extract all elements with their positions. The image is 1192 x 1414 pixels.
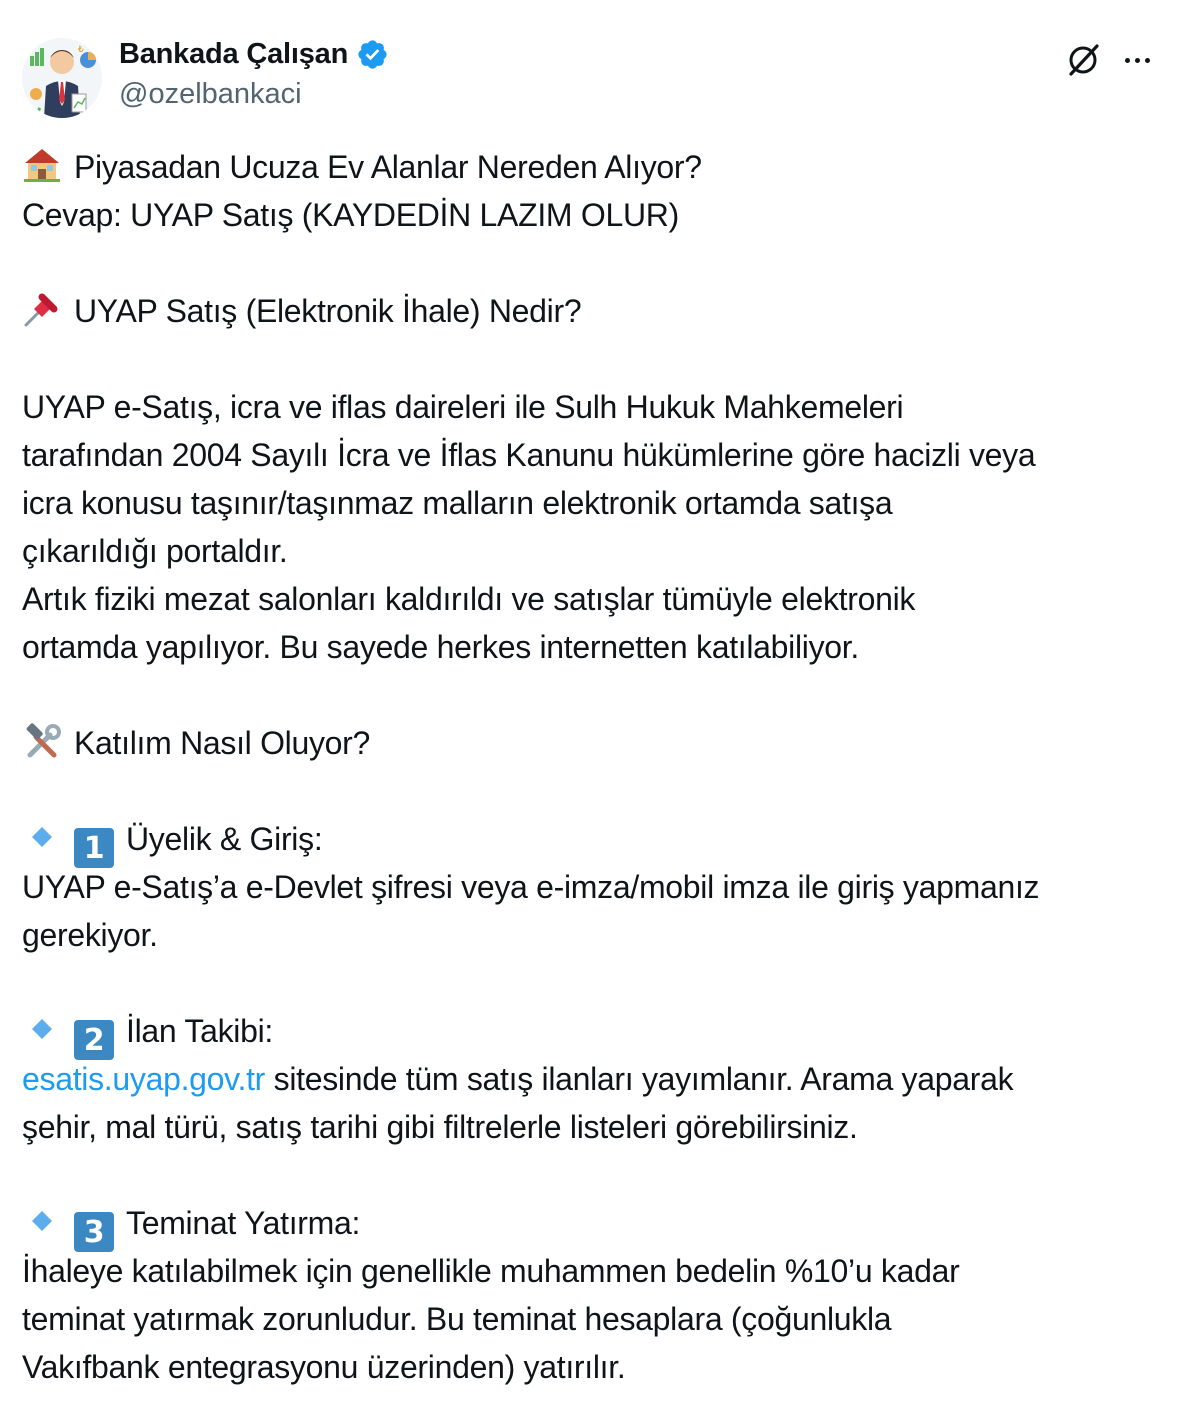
keycap-1-icon: 1	[74, 828, 114, 868]
what-is-heading-line	[22, 287, 1172, 335]
step-2-link-rest: sitesinde tüm satış ilanları yayımlanır. Arama yaparak	[265, 1061, 1014, 1097]
paragraph-line: tarafından 2004 Sayılı İcra ve İflas Kanunu hükümlerine göre hacizli veya	[22, 437, 1036, 473]
step-1-title-line	[22, 815, 1172, 866]
step-2-link-line	[22, 1055, 1172, 1103]
svg-text:₺: ₺	[78, 45, 84, 55]
blue-diamond-icon	[22, 1009, 62, 1049]
author-name-row[interactable]	[119, 38, 389, 71]
post-header	[22, 30, 1172, 120]
step-1-title: Üyelik & Giriş:	[126, 821, 323, 857]
step-3-line: Vakıfbank entegrasyonu üzerinden) yatırılır.	[22, 1349, 626, 1385]
step-3-line: İhaleye katılabilmek için genellikle muhammen bedelin %10’u kadar	[22, 1253, 960, 1289]
more-options-icon[interactable]	[1117, 40, 1157, 80]
house-icon	[22, 145, 62, 185]
step-1-line: gerekiyor.	[22, 917, 158, 953]
how-heading-line	[22, 719, 1172, 767]
esatis-link[interactable]: esatis.uyap.gov.tr	[22, 1061, 266, 1097]
post-text	[22, 143, 1172, 1391]
how-heading: Katılım Nasıl Oluyor?	[74, 725, 371, 761]
grok-icon[interactable]	[1063, 40, 1103, 80]
keycap-3-icon: 3	[74, 1212, 114, 1252]
paragraph-line: Artık fiziki mezat salonları kaldırıldı ve satışlar tümüyle elektronik	[22, 581, 916, 617]
step-2-title: İlan Takibi:	[126, 1013, 274, 1049]
blue-diamond-icon	[22, 817, 62, 857]
post-title: Piyasadan Ucuza Ev Alanlar Nereden Alıyor?	[74, 149, 702, 185]
step-3-title: Teminat Yatırma:	[126, 1205, 361, 1241]
avatar-illustration	[22, 38, 102, 118]
what-is-heading: UYAP Satış (Elektronik İhale) Nedir?	[74, 293, 582, 329]
verified-badge-icon	[356, 38, 389, 71]
step-2-title-line	[22, 1007, 1172, 1058]
step-1-line: UYAP e-Satış’a e-Devlet şifresi veya e-imza/mobil imza ile giriş yapmanız	[22, 869, 1040, 905]
post-title-line	[22, 143, 1172, 191]
paragraph-line: UYAP e-Satış, icra ve iflas daireleri ile Sulh Hukuk Mahkemeleri	[22, 389, 904, 425]
author-handle[interactable]: @ozelbankaci	[119, 78, 302, 110]
step-3-line: teminat yatırmak zorunludur. Bu teminat hesaplara (çoğunlukla	[22, 1301, 892, 1337]
author-display-name[interactable]: Bankada Çalışan	[119, 38, 349, 70]
blue-diamond-icon	[22, 1201, 62, 1241]
keycap-2-icon: 2	[74, 1020, 114, 1060]
step-3-title-line	[22, 1199, 1172, 1250]
hammer-wrench-icon	[22, 721, 62, 761]
step-2-line: şehir, mal türü, satış tarihi gibi filtrelerle listeleri görebilirsiniz.	[22, 1109, 858, 1145]
paragraph-line: ortamda yapılıyor. Bu sayede herkes internetten katılabiliyor.	[22, 629, 859, 665]
avatar[interactable]	[22, 38, 102, 118]
post-answer: Cevap: UYAP Satış (KAYDEDİN LAZIM OLUR)	[22, 197, 679, 233]
paragraph-line: çıkarıldığı portaldır.	[22, 533, 288, 569]
pushpin-icon	[22, 289, 62, 329]
paragraph-line: icra konusu taşınır/taşınmaz malların elektronik ortamda satışa	[22, 485, 893, 521]
